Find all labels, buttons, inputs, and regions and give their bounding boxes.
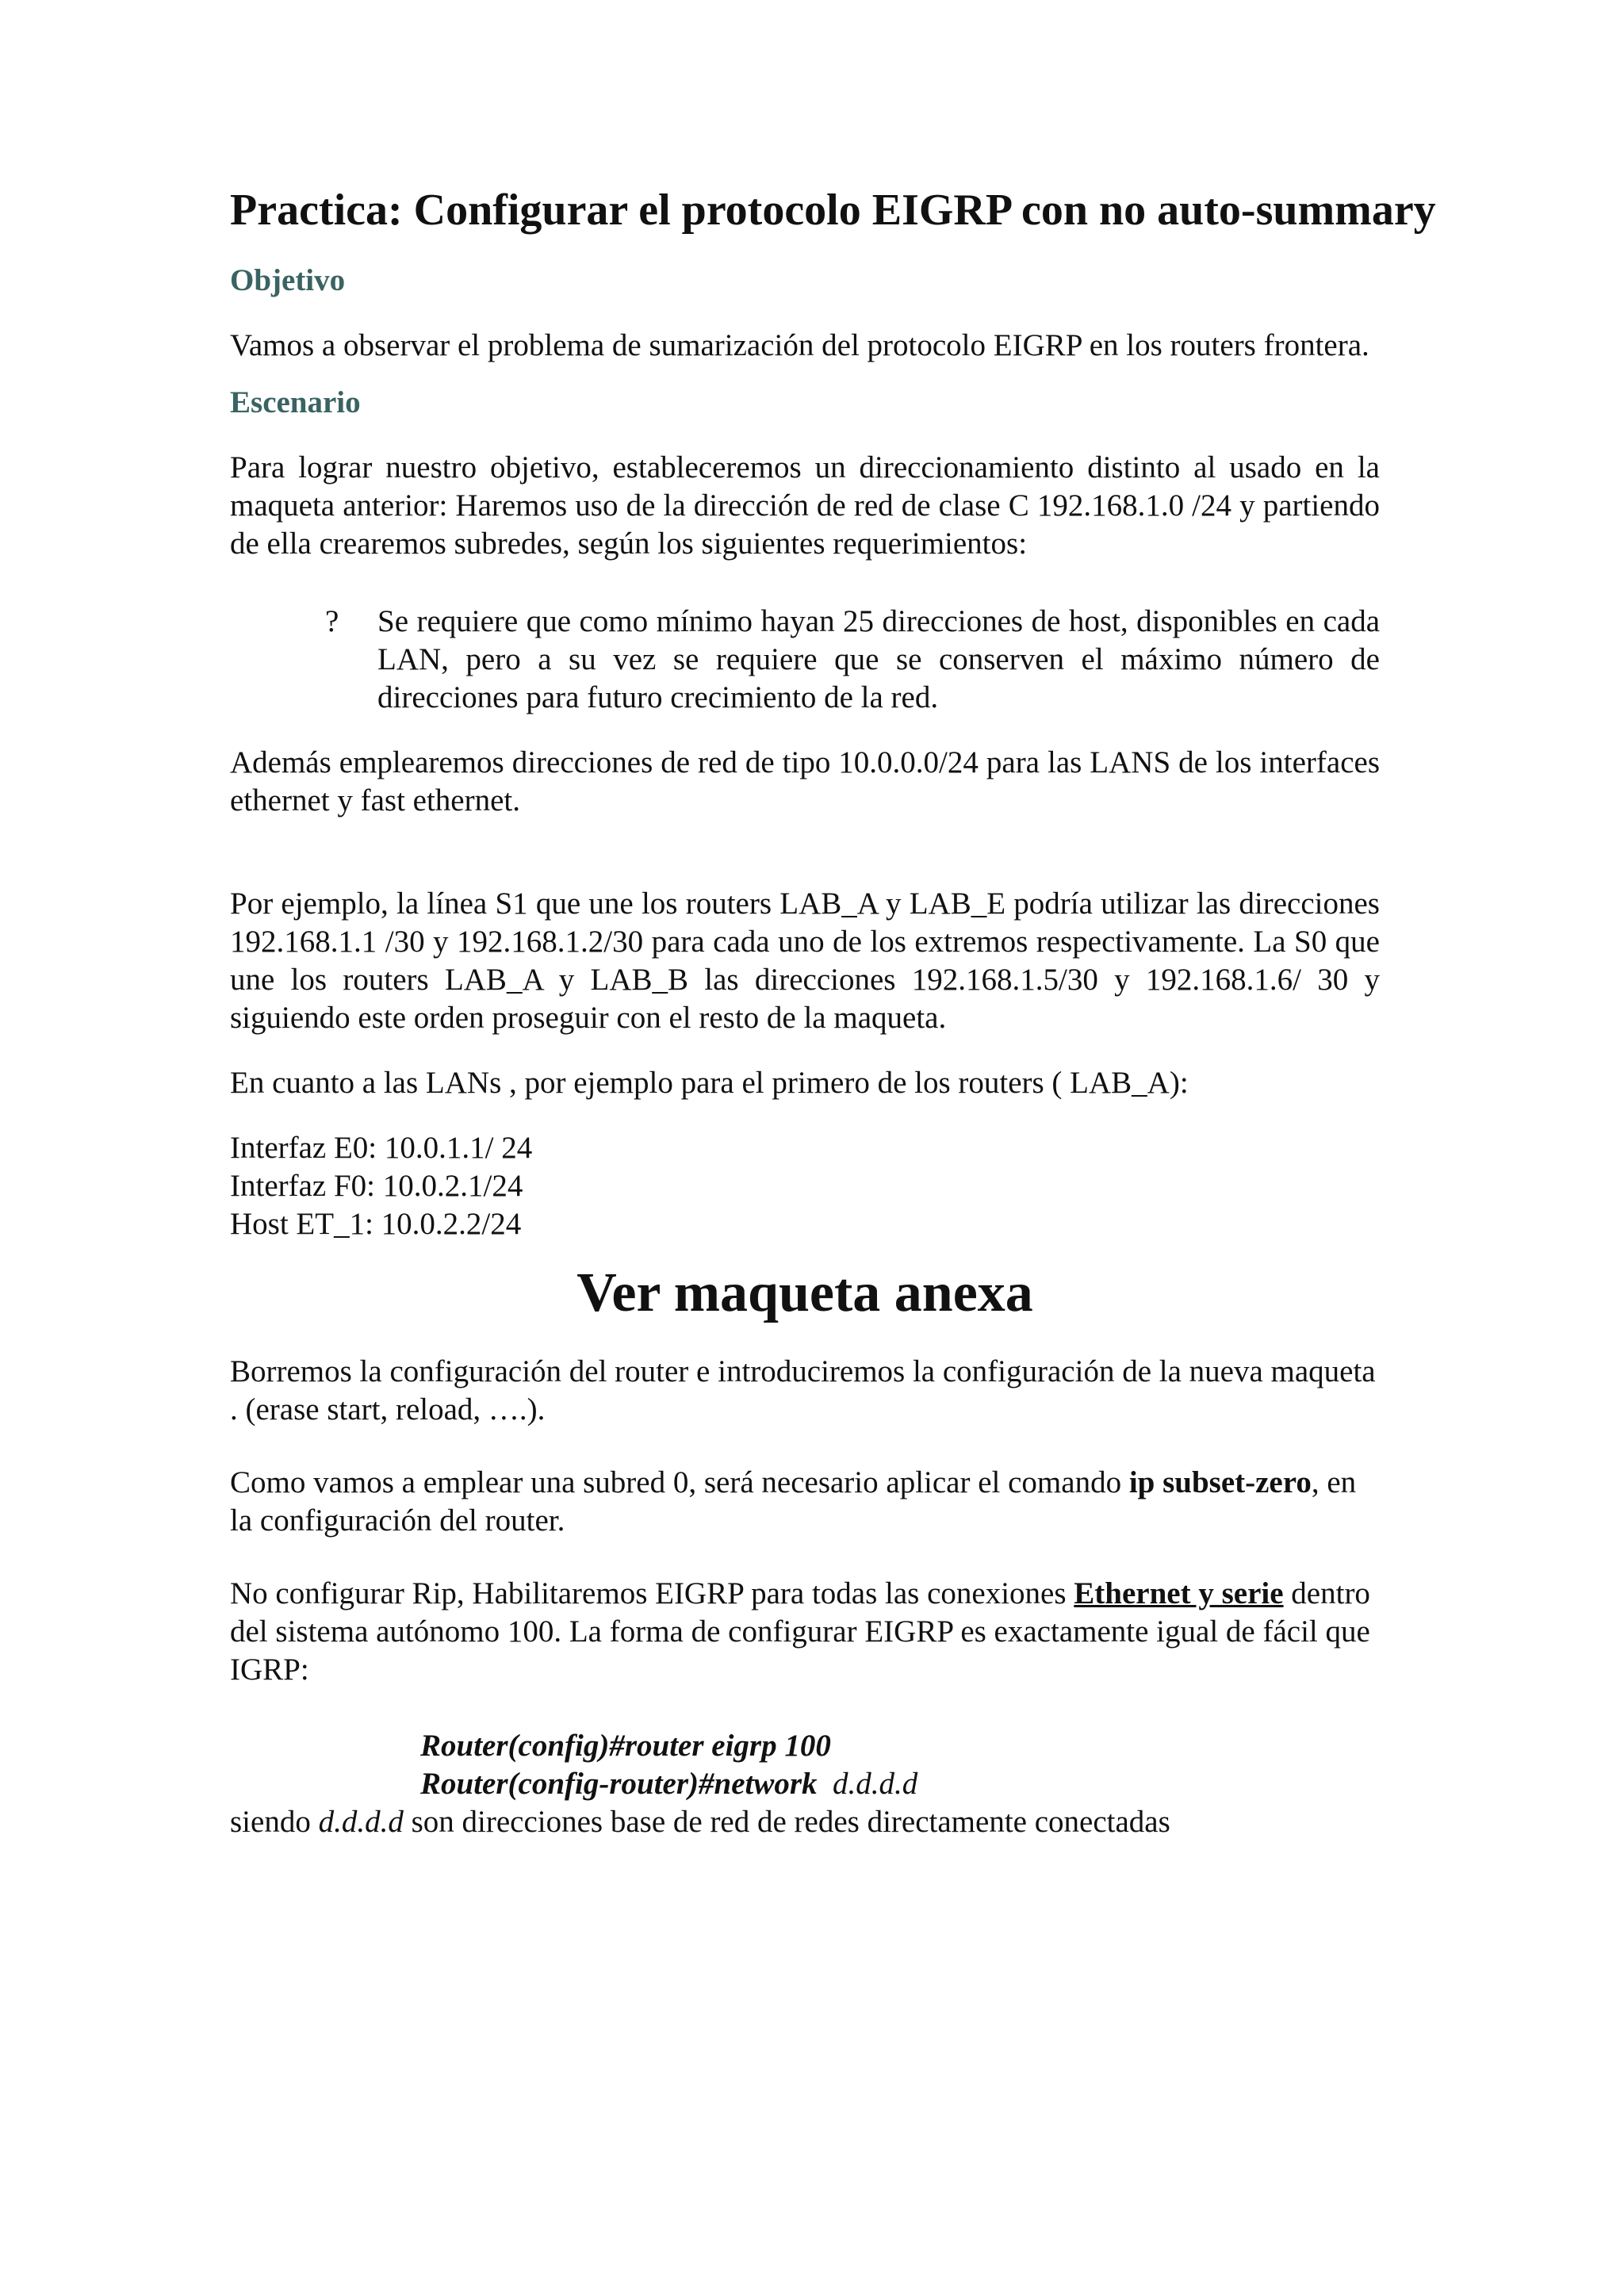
escenario-paragraph: Para lograr nuestro objetivo, estableceremos un direccionamiento distinto al usado en la maqueta anterior: Haremos uso de la dirección de red de clase C 192.168.1.0 /24 y partiendo de ella crearemos subredes, según los siguientes requerimientos: xyxy=(230,450,1380,561)
interface-item: Interfaz E0: 10.0.1.1/ 24 xyxy=(230,1131,533,1165)
rip-text: No configurar Rip, Habilitaremos EIGRP para todas las conexiones xyxy=(230,1576,1074,1610)
lans-paragraph: Además emplearemos direcciones de red de tipo 10.0.0.0/24 para las LANS de los interfaces ethernet y fast ethernet. xyxy=(230,745,1380,818)
siendo-paragraph xyxy=(230,1803,1380,1841)
rip-text-after: dentro del sistema autónomo 100. La forma de configurar EIGRP es exactamente igual de fácil que IGRP: xyxy=(230,1576,1370,1687)
interface-item: Interfaz F0: 10.0.2.1/24 xyxy=(230,1169,523,1203)
code-line: Router(config)#router eigrp 100 xyxy=(420,1729,831,1763)
interface-item: Host ET_1: 10.0.2.2/24 xyxy=(230,1207,522,1241)
subnet-zero-paragraph xyxy=(230,1464,1380,1540)
code-line xyxy=(420,1765,1380,1803)
example-paragraph: Por ejemplo, la línea S1 que une los routers LAB_A y LAB_E podría utilizar las direcciones 192.168.1.1 /30 y 192.168.1.2/30 para cada uno de los extremos respectivamente. La S0 que une los routers LAB_A y LAB_B las direcciones 192.168.1.5/30 y 192.168.1.6/ 30 y siguiendo este orden proseguir con el resto de la maqueta. xyxy=(230,887,1380,1035)
requirement-text: Se requiere que como mínimo hayan 25 direcciones de host, disponibles en cada LAN, pero a su vez se requiere que se conserven el máximo número de direcciones para futuro crecimiento de la red. xyxy=(377,604,1380,714)
siendo-text: siendo xyxy=(230,1805,319,1839)
requirement-bullet xyxy=(325,603,1380,717)
siendo-text-after: son direcciones base de red de redes directamente conectadas xyxy=(403,1805,1170,1839)
objetivo-paragraph: Vamos a observar el problema de sumarización del protocolo EIGRP en los routers frontera. xyxy=(230,328,1369,362)
siendo-variable: d.d.d.d xyxy=(318,1805,404,1839)
code-argument: d.d.d.d xyxy=(833,1767,918,1801)
escenario-heading: Escenario xyxy=(230,385,361,419)
objetivo-heading: Objetivo xyxy=(230,263,346,297)
maqueta-heading: Ver maqueta anexa xyxy=(576,1262,1033,1323)
lan-example-intro: En cuanto a las LANs , por ejemplo para el primero de los routers ( LAB_A): xyxy=(230,1066,1189,1100)
subnet-zero-text: Como vamos a emplear una subred 0, será necesario aplicar el comando xyxy=(230,1465,1129,1499)
borrar-paragraph: Borremos la configuración del router e introduciremos la configuración de la nueva maqueta . (erase start, reload, ….). xyxy=(230,1354,1376,1427)
rip-paragraph xyxy=(230,1575,1380,1689)
rip-emphasis: Ethernet y serie xyxy=(1074,1576,1284,1610)
interface-list xyxy=(230,1129,1380,1243)
subnet-zero-command: ip subset-zero xyxy=(1128,1465,1312,1499)
code-block xyxy=(230,1727,1380,1803)
page-title: Practica: Configurar el protocolo EIGRP con no auto-summary xyxy=(230,186,1436,235)
code-command: Router(config-router)#network xyxy=(420,1767,818,1801)
bullet-marker: ? xyxy=(325,604,339,638)
document-page xyxy=(230,182,1436,1841)
subnet-zero-text-after: , en la configuración del router. xyxy=(230,1465,1357,1538)
